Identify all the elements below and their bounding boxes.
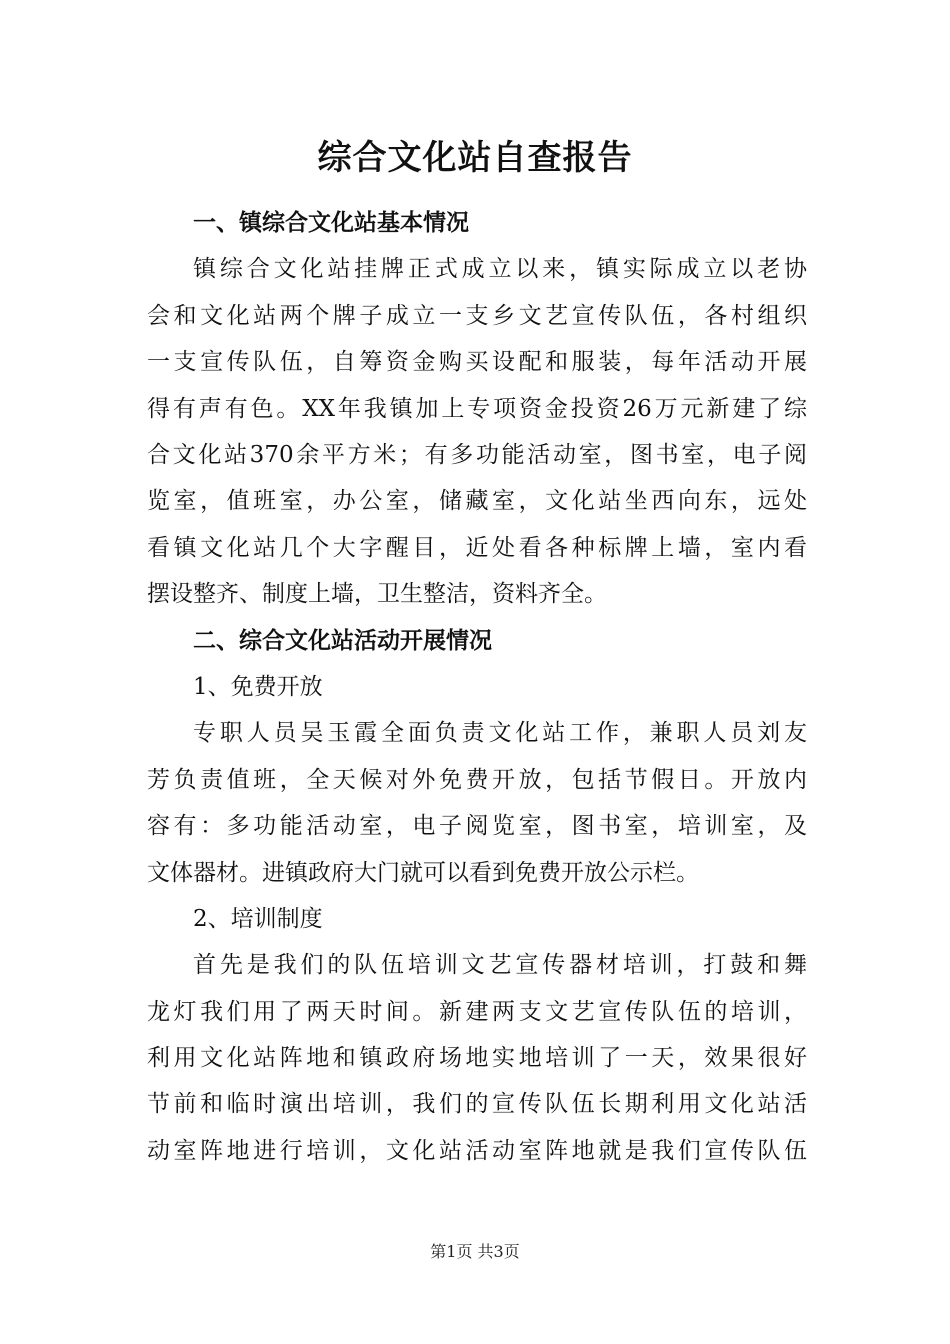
subsection-heading-free-opening: 1、免费开放: [193, 673, 323, 700]
paragraph-training: [147, 942, 807, 1174]
paragraph-line: 节前和临时演出培训，我们的宣传队伍长期利用文化站活: [147, 1091, 807, 1118]
paragraph-line: 镇综合文化站挂牌正式成立以来，镇实际成立以老协: [193, 256, 807, 283]
paragraph-line: 会和文化站两个牌子成立一支乡文艺宣传队伍，各村组织: [147, 302, 807, 329]
paragraph-line: 动室阵地进行培训，文化站活动室阵地就是我们宣传队伍: [147, 1137, 807, 1164]
section-heading-activities: 二、综合文化站活动开展情况: [193, 626, 492, 654]
paragraph-line: 看镇文化站几个大字醒目，近处看各种标牌上墙，室内看: [147, 534, 807, 561]
paragraph-line: 合文化站370余平方米；有多功能活动室，图书室，电子阅: [147, 441, 807, 468]
page-footer-page-number: 第1页 共3页: [430, 1242, 520, 1261]
document-body: [147, 200, 807, 1174]
document-title: 综合文化站自查报告: [317, 138, 633, 178]
paragraph-line: 览室，值班室，办公室，储藏室，文化站坐西向东，远处: [147, 488, 807, 515]
paragraph-basic-info: [147, 246, 807, 617]
paragraph-line: 得有声有色。XX年我镇加上专项资金投资26万元新建了综: [147, 395, 807, 422]
subsection-heading-training: 2、培训制度: [193, 905, 323, 932]
paragraph-line: 龙灯我们用了两天时间。新建两支文艺宣传队伍的培训，: [147, 998, 807, 1025]
paragraph-line: 专职人员吴玉霞全面负责文化站工作，兼职人员刘友: [193, 720, 807, 747]
paragraph-free-opening: [147, 710, 807, 896]
paragraph-line: 芳负责值班，全天候对外免费开放，包括节假日。开放内: [147, 766, 807, 793]
paragraph-line: 一支宣传队伍，自筹资金购买设配和服装，每年活动开展: [147, 349, 807, 376]
section-heading-basic-info: 一、镇综合文化站基本情况: [193, 209, 469, 236]
paragraph-line: 利用文化站阵地和镇政府场地实地培训了一天，效果很好: [147, 1045, 807, 1072]
paragraph-line: 容有：多功能活动室，电子阅览室，图书室，培训室，及: [147, 813, 807, 840]
paragraph-line: 首先是我们的队伍培训文艺宣传器材培训，打鼓和舞: [193, 952, 807, 979]
paragraph-line: 文体器材。进镇政府大门就可以看到免费开放公示栏。: [147, 859, 699, 886]
paragraph-line: 摆设整齐、制度上墙，卫生整洁，资料齐全。: [147, 581, 607, 608]
